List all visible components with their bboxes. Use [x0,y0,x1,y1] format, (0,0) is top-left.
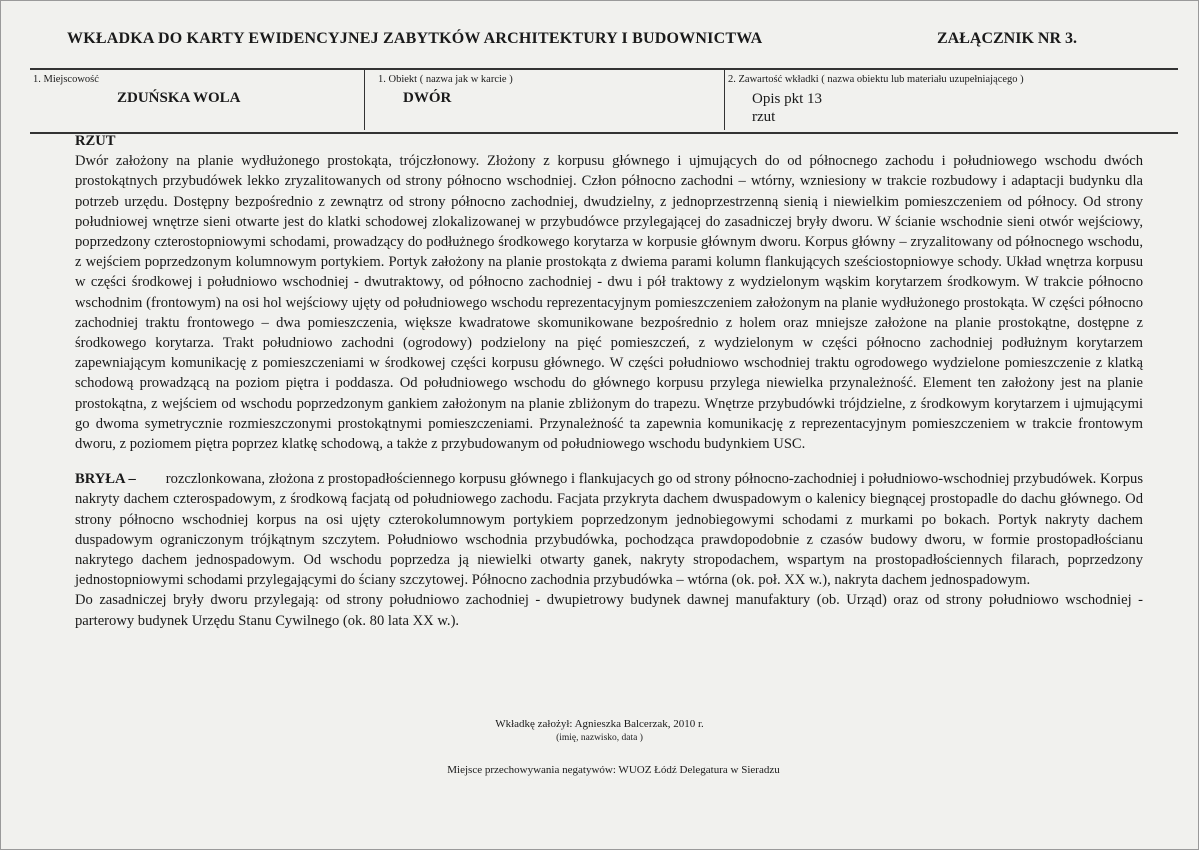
rzut-heading: RZUT [75,133,116,149]
author-note: (imię, nazwisko, data ) [556,733,643,743]
bryla-text: rozczlonkowana, złożona z prostopadłościennego korpusu głównego i flankujacych go od strony północno-zachodniej i południowo-wschodniej przybudówek. Korpus nakryty dachem czterospadowym, z środkową facjatą od południowego zachodu. Facjata przykryta dachem dwuspadowym o kalenicy biegnącej prostopadle do dachu głównego. Od strony północno wschodniej korpus na osi ujęty czterokolumnowym portykiem poprzedzonym jednobiegowymi schodami z murkami po bokach. Portyk nakryty dachem duspadowym ograniczonym trójkątnym szczytem. Południowo wschodnia przybudówka, pochodząca prawdopodobnie z czasów budowy dworu, w formie prostopadłościanu nakrytego dachem jednospadowym. Od wschodu poprzedza ją niewielki otwarty ganek, nakryty stropodachem, wspartym na prostopadłościennych filarach, poprzedzony jednostopniowymi schodami przylegającymi do ściany szczytowej. Północno zachodnia przybudówka – wtórna (ok. poł. XX w.), nakryta dachem jednospadowym. [75,471,1143,589]
contents-label: 2. Zawartość wkładki ( nazwa obiektu lub materiału uzupełniającego ) [728,74,1024,85]
attachment-number: ZAŁĄCZNIK NR 3. [937,30,1078,47]
document-title: WKŁADKA DO KARTY EWIDENCYJNEJ ZABYTKÓW ARCHITEKTURY I BUDOWNICTWA [67,30,763,47]
rzut-text: Dwór założony na planie wydłużonego prostokąta, trójczłonowy. Złożony z korpusu głównego i ujmujących do od północnego zachodu i południowego wschodu dwóch prostokątnych przybudówek lekko zryzalitowanych od strony północno wschodniej. Człon północno zachodni – wtórny, wzniesiony w trakcie rozbudowy i adaptacji budynku dla potrzeb urzędu. Dostępny bezpośrednio z zewnątrz od strony północno zachodniej, dwudzielny, z jednoprzestrzenną sienią i niewielkim pomieszczeniem od północy. Od strony południowej wnętrze sieni otwarte jest do klatki schodowej zlokalizowanej w przybudówce przylegającej do zasadniczej bryły dworu. W ścianie wschodnie sieni otwór wejściowy, poprzedzony czterostopniowymi schodami, prowadzący do podłużnego środkowego korytarza w korpusie głównym dworu. Korpus główny – zryzalitowany od północnego wschodu, z wejściem poprzedzonym kolumnowym portykiem. Portyk założony na planie prostokąta z dwiema parami kolumn flankujących sześciostopniowye schody. Układ wnętrza korpusu w części środkowej i południowo wschodniej - dwutraktowy, od północno zachodniej - dwu i pół traktowy z wydzielonym wąskim korytarzem środkowym. W trakcie północno wschodnim (frontowym) na osi hol wejściowy ujęty od południowego wschodu reprezentacyjnym pomieszczeniem założonym na planie wydłużonego prostokąta. W części północno zachodniej traktu frontowego – dwa pomieszczenia, większe kwadratowe skomunikowane bezpośrednio z holem oraz mniejsze założone na planie prostokątne, dostępne z środkowego korytarza. Trakt południowo zachodni (ogrodowy) podzielony na pięć pomieszczeń, z wydzielonym w części północno zachodniej podłużnym korytarzem zapewniającym komunikację z pomieszczeniami w środkowej części korpusu głównego. W części południowo wschodniej traktu ogrodowego wydzielone pomieszczenie z klatką schodową prowadzącą na poziom piętra i poddasza. Od południowego wschodu do głównego korpusu przylega niewielka przynależność. Element ten założony jest na planie prostokątna, z wejściem od wschodu poprzedzonym gankiem założonym na planie zbliżonym do trapezu. Wnętrze przybudówki trójdzielne, z środkowym korytarzem i ujmującymi go dwoma symetrycznie rozmieszczonymi prostokątnymi pomieszczeniami. Przynależność ta zapewnia komunikację z reprezentacyjnym pomieszczeniem w trakcie frontowym dworu, z poziomem piętra poprzez klatkę schodową, a także z przybudowanym od południowego wschodu budynkiem USC. [75,153,1143,453]
place-label: 1. Miejscowość [33,74,99,85]
main-content [75,131,1143,631]
bryla-paragraph [75,469,1143,590]
place-value: ZDUŃSKA WOLA [117,90,241,106]
info-table [30,68,1178,134]
place-cell [30,70,365,130]
object-value: DWÓR [403,90,452,106]
contents-value [752,90,822,126]
storage-line: Miejsce przechowywania negatywów: WUOZ Łódź Delegatura w Sieradzu [447,764,780,776]
author-line: Wkładkę założył: Agnieszka Balcerzak, 2010 r. [495,718,704,730]
contents-line-2: rzut [752,109,776,125]
object-label: 1. Obiekt ( nazwa jak w karcie ) [378,74,513,85]
contents-cell [724,70,1178,130]
bryla-heading: BRYŁA – [75,471,136,488]
object-cell [364,70,725,130]
bryla-text-2: Do zasadniczej bryły dworu przylegają: od strony południowo zachodniej - dwupietrowy budynek dawnej manufaktury (ob. Urząd) oraz od strony południowo wschodniej - parterowy budynek Urzędu Stanu Cywilnego (ok. 80 lata XX w.). [75,592,1143,629]
contents-line-1: Opis pkt 13 [752,91,823,107]
